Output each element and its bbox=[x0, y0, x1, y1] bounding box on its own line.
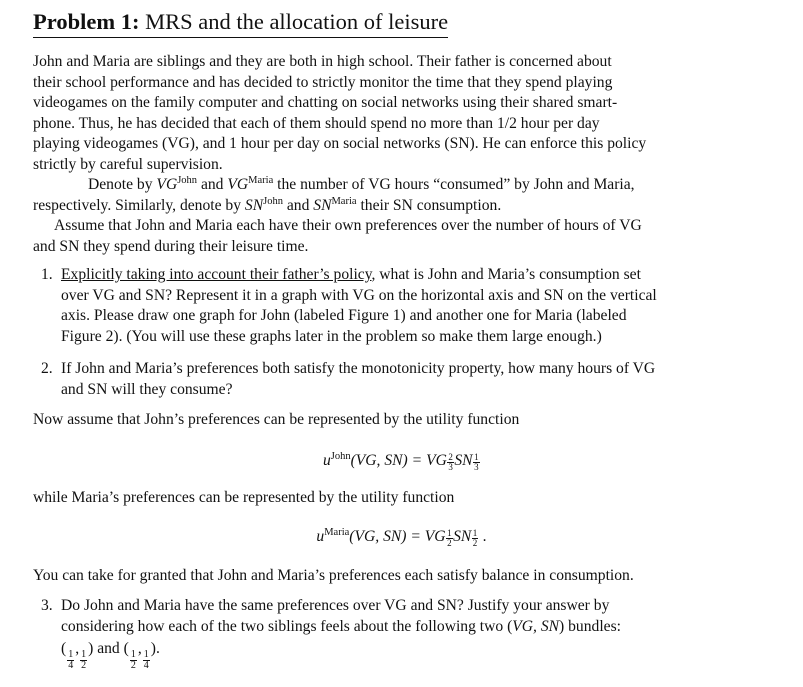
text-span: , what is John and Maria’s consumption set bbox=[371, 266, 641, 283]
text-span: Denote by bbox=[88, 176, 157, 193]
question-item-1 bbox=[33, 265, 738, 347]
superscript-maria: Maria bbox=[248, 175, 274, 186]
superscript-john: John bbox=[263, 195, 283, 207]
fraction-numerator: 1 bbox=[447, 528, 452, 538]
fraction-denominator: 3 bbox=[474, 462, 479, 472]
text-span: and bbox=[282, 196, 314, 214]
fraction-numerator: 1 bbox=[130, 649, 136, 660]
math-sn: SN bbox=[454, 452, 473, 469]
math-vg: VG bbox=[227, 176, 249, 193]
text-line: Do John and Maria have the same preferences over VG and SN? Justify your answer by bbox=[61, 597, 610, 614]
math-sn: SN bbox=[453, 528, 472, 545]
math-args: (VG, SN) = VG bbox=[350, 452, 447, 469]
question-item-2 bbox=[33, 359, 738, 400]
math-sn: SN bbox=[313, 196, 332, 214]
paragraph-notation bbox=[33, 175, 736, 216]
text-line: playing videogames (VG), and 1 hour per day on social networks (SN). He can enforce this policy bbox=[33, 135, 647, 152]
text-line: videogames on the family computer and chatting on social networks using their shared smart- bbox=[33, 94, 618, 111]
paragraph-john-utility bbox=[33, 410, 736, 431]
text-line: ( $\frac{1}{4}$ , $\frac{1}{2}$ ) and ( $\frac{1}{2}$ , $\frac{1}{4}$ ). bbox=[61, 640, 160, 671]
bundle-fraction bbox=[130, 650, 137, 671]
text-line: phone. Thus, he has decided that each of them should spend no more than 1/2 hour per day bbox=[33, 114, 600, 132]
fraction-numerator: 2 bbox=[448, 452, 453, 462]
paragraph-balance bbox=[33, 566, 736, 587]
text-span: the number of VG hours “consumed” by John and Maria, bbox=[273, 176, 635, 193]
exponent-fraction bbox=[447, 453, 454, 472]
fraction-numerator: 1 bbox=[472, 528, 478, 538]
text-span: and bbox=[93, 640, 124, 657]
fraction-denominator: 4 bbox=[143, 660, 149, 671]
fraction-denominator: 3 bbox=[448, 462, 453, 472]
text-line: axis. Please draw one graph for John (labeled Figure 1) and another one for Maria (labeled bbox=[61, 307, 627, 324]
bundle-fraction bbox=[67, 650, 74, 671]
bundle-fraction bbox=[80, 650, 87, 671]
fraction-numerator: 1 bbox=[474, 452, 479, 462]
text-line bbox=[33, 175, 736, 196]
math-args: (VG, SN) = VG bbox=[349, 528, 446, 545]
text-line bbox=[61, 617, 738, 638]
item-body bbox=[61, 596, 738, 671]
text-span: ) bundles: bbox=[559, 617, 621, 635]
math-sn: SN bbox=[244, 196, 264, 214]
paragraph-maria-utility bbox=[33, 488, 736, 509]
question-item-3 bbox=[33, 596, 738, 671]
paragraph-intro bbox=[33, 52, 736, 175]
item-body bbox=[61, 359, 738, 400]
text-line: over VG and SN? Represent it in a graph with VG on the horizontal axis and SN on the vertical bbox=[61, 286, 657, 304]
text-line: their school performance and has decided to strictly monitor the time that they spend playing bbox=[33, 73, 613, 91]
superscript-maria: Maria bbox=[324, 527, 350, 538]
text-line: Now assume that John’s preferences can be represented by the utility function bbox=[33, 411, 520, 428]
text-line: and SN they spend during their leisure time. bbox=[33, 237, 309, 255]
fraction-numerator: 1 bbox=[81, 649, 87, 660]
text-line: Figure 2). (You will use these graphs later in the problem so make them large enough.) bbox=[61, 327, 602, 345]
math-bundle: VG, SN bbox=[512, 617, 560, 635]
math-u: u bbox=[322, 452, 331, 469]
text-line: while Maria’s preferences can be represented by the utility function bbox=[33, 489, 455, 506]
text-line: John and Maria are siblings and they are both in high school. Their father is concerned about bbox=[33, 53, 612, 70]
superscript-john: John bbox=[177, 175, 198, 186]
text-line: You can take for granted that John and Maria’s preferences each satisfy balance in consumption. bbox=[33, 567, 634, 584]
equation-john bbox=[0, 450, 803, 472]
paragraph-preferences bbox=[33, 216, 736, 257]
superscript-john: John bbox=[330, 451, 351, 462]
underlined-text: Explicitly taking into account their father’s policy bbox=[61, 266, 372, 283]
fraction-denominator: 2 bbox=[447, 538, 452, 548]
fraction-denominator: 2 bbox=[472, 538, 478, 548]
bundle-fraction bbox=[143, 650, 150, 671]
item-number: 2. bbox=[41, 360, 53, 377]
text-line bbox=[33, 196, 736, 217]
text-span: their SN consumption. bbox=[356, 196, 502, 214]
equation-maria bbox=[0, 526, 803, 548]
math-u: u bbox=[316, 528, 325, 545]
superscript-maria: Maria bbox=[331, 195, 357, 207]
item-number: 1. bbox=[41, 266, 53, 283]
text-line: If John and Maria’s preferences both satisfy the monotonicity property, how many hours of VG bbox=[61, 360, 656, 377]
fraction-denominator: 2 bbox=[130, 660, 136, 671]
text-span: . bbox=[478, 528, 487, 545]
fraction-numerator: 1 bbox=[143, 649, 149, 660]
exponent-fraction bbox=[473, 453, 480, 472]
fraction-denominator: 4 bbox=[68, 660, 74, 671]
problem-number: Problem 1: bbox=[33, 9, 140, 34]
text-span: considering how each of the two siblings feels about the following two ( bbox=[61, 617, 513, 635]
text-span: respectively. Similarly, denote by bbox=[33, 196, 245, 214]
exponent-fraction bbox=[472, 529, 479, 548]
text-span: and bbox=[197, 176, 228, 193]
text-line: strictly by careful supervision. bbox=[33, 155, 223, 173]
text-line: and SN will they consume? bbox=[61, 380, 233, 398]
text-span: . bbox=[155, 640, 160, 657]
item-number: 3. bbox=[41, 597, 53, 614]
item-body bbox=[61, 265, 738, 347]
math-vg: VG bbox=[156, 176, 178, 193]
text-line bbox=[61, 265, 738, 286]
problem-title-text: MRS and the allocation of leisure bbox=[139, 9, 449, 34]
problem-title bbox=[33, 8, 448, 38]
exponent-fraction bbox=[446, 529, 453, 548]
fraction-numerator: 1 bbox=[68, 649, 74, 660]
text-line: Assume that John and Maria each have their own preferences over the number of hours of VG bbox=[54, 217, 642, 234]
fraction-denominator: 2 bbox=[81, 660, 87, 671]
